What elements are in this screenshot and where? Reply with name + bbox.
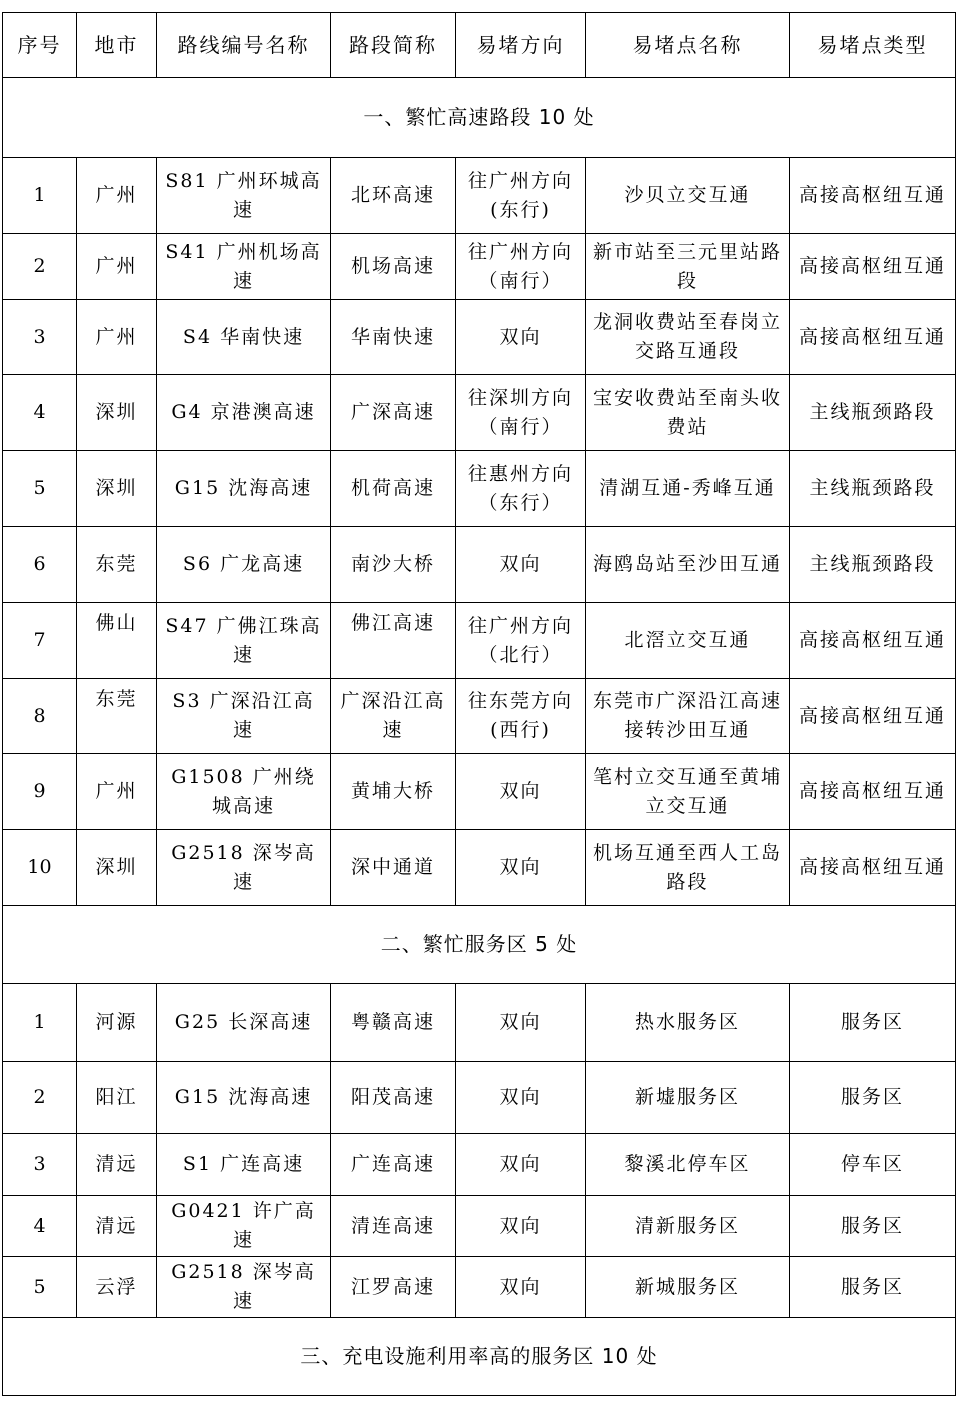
row-point-type: 主线瓶颈路段 xyxy=(790,527,956,603)
row-point-type: 服务区 xyxy=(790,1257,956,1318)
row-segment: 机荷高速 xyxy=(331,451,456,527)
row-point-name: 清湖互通-秀峰互通 xyxy=(586,451,790,527)
row-direction: 双向 xyxy=(456,527,586,603)
table-row xyxy=(3,1257,956,1318)
row-route: G2518 深岑高速 xyxy=(157,1257,331,1318)
row-direction: 双向 xyxy=(456,830,586,906)
row-city: 深圳 xyxy=(77,375,157,451)
row-point-type: 主线瓶颈路段 xyxy=(790,375,956,451)
row-segment: 华南快速 xyxy=(331,300,456,375)
row-direction: 往广州方向（北行） xyxy=(456,603,586,679)
table-row xyxy=(3,158,956,234)
row-point-type: 高接高枢纽互通 xyxy=(790,679,956,754)
row-index: 4 xyxy=(3,1196,77,1257)
row-city: 东莞 xyxy=(77,527,157,603)
table-row xyxy=(3,679,956,754)
row-direction: 往广州方向（南行） xyxy=(456,234,586,300)
row-route: G15 沈海高速 xyxy=(157,1062,331,1134)
row-point-name: 北滘立交互通 xyxy=(586,603,790,679)
row-point-type: 高接高枢纽互通 xyxy=(790,603,956,679)
row-point-name: 笔村立交互通至黄埔立交互通 xyxy=(586,754,790,830)
header-row xyxy=(3,13,956,78)
row-route: S1 广连高速 xyxy=(157,1134,331,1196)
row-city: 东莞 xyxy=(77,679,157,754)
row-direction: 双向 xyxy=(456,1134,586,1196)
row-city: 广州 xyxy=(77,234,157,300)
row-index: 5 xyxy=(3,1257,77,1318)
row-index: 2 xyxy=(3,1062,77,1134)
row-segment: 粤赣高速 xyxy=(331,984,456,1062)
row-index: 10 xyxy=(3,830,77,906)
row-city: 深圳 xyxy=(77,451,157,527)
row-route: G15 沈海高速 xyxy=(157,451,331,527)
table-row xyxy=(3,300,956,375)
row-segment: 广深沿江高速 xyxy=(331,679,456,754)
table-row xyxy=(3,984,956,1062)
row-point-type: 高接高枢纽互通 xyxy=(790,300,956,375)
row-city: 广州 xyxy=(77,754,157,830)
row-city: 深圳 xyxy=(77,830,157,906)
table-row xyxy=(3,375,956,451)
row-city: 清远 xyxy=(77,1134,157,1196)
row-route: S3 广深沿江高速 xyxy=(157,679,331,754)
section-row xyxy=(3,906,956,984)
row-route: G0421 许广高速 xyxy=(157,1196,331,1257)
row-direction: 往惠州方向（东行） xyxy=(456,451,586,527)
header-route: 路线编号名称 xyxy=(157,13,331,78)
row-index: 1 xyxy=(3,158,77,234)
row-point-name: 黎溪北停车区 xyxy=(586,1134,790,1196)
row-direction: 双向 xyxy=(456,1062,586,1134)
row-index: 4 xyxy=(3,375,77,451)
header-segment: 路段简称 xyxy=(331,13,456,78)
congestion-points-table-sheet xyxy=(2,12,958,1402)
row-direction: 双向 xyxy=(456,1257,586,1318)
table-row xyxy=(3,234,956,300)
row-route: S81 广州环城高速 xyxy=(157,158,331,234)
row-city: 河源 xyxy=(77,984,157,1062)
table-row xyxy=(3,830,956,906)
row-point-name: 海鸥岛站至沙田互通 xyxy=(586,527,790,603)
row-point-name: 龙洞收费站至春岗立交路互通段 xyxy=(586,300,790,375)
row-index: 5 xyxy=(3,451,77,527)
table-row xyxy=(3,754,956,830)
row-segment: 黄埔大桥 xyxy=(331,754,456,830)
row-direction: 双向 xyxy=(456,984,586,1062)
row-point-name: 清新服务区 xyxy=(586,1196,790,1257)
section-row xyxy=(3,78,956,158)
table-row xyxy=(3,451,956,527)
row-point-type: 高接高枢纽互通 xyxy=(790,234,956,300)
row-segment: 清连高速 xyxy=(331,1196,456,1257)
row-index: 8 xyxy=(3,679,77,754)
header-point-type: 易堵点类型 xyxy=(790,13,956,78)
row-city: 阳江 xyxy=(77,1062,157,1134)
row-city: 广州 xyxy=(77,158,157,234)
row-point-name: 沙贝立交互通 xyxy=(586,158,790,234)
row-point-type: 服务区 xyxy=(790,1196,956,1257)
row-point-type: 服务区 xyxy=(790,984,956,1062)
row-route: S47 广佛江珠高速 xyxy=(157,603,331,679)
row-direction: 双向 xyxy=(456,300,586,375)
congestion-points-table xyxy=(2,12,956,1396)
row-route: G1508 广州绕城高速 xyxy=(157,754,331,830)
row-route: S41 广州机场高速 xyxy=(157,234,331,300)
row-direction: 双向 xyxy=(456,1196,586,1257)
section-title-charging-service-areas: 三、充电设施利用率高的服务区 10 处 xyxy=(3,1318,956,1396)
row-segment: 深中通道 xyxy=(331,830,456,906)
row-segment: 佛江高速 xyxy=(331,603,456,679)
row-route: G4 京港澳高速 xyxy=(157,375,331,451)
table-row xyxy=(3,603,956,679)
table-row xyxy=(3,1062,956,1134)
row-segment: 江罗高速 xyxy=(331,1257,456,1318)
row-segment: 机场高速 xyxy=(331,234,456,300)
row-point-type: 高接高枢纽互通 xyxy=(790,830,956,906)
row-route: S4 华南快速 xyxy=(157,300,331,375)
row-point-type: 高接高枢纽互通 xyxy=(790,754,956,830)
row-segment: 广连高速 xyxy=(331,1134,456,1196)
row-index: 1 xyxy=(3,984,77,1062)
row-point-type: 停车区 xyxy=(790,1134,956,1196)
row-segment: 广深高速 xyxy=(331,375,456,451)
section-row xyxy=(3,1318,956,1396)
row-direction: 往深圳方向（南行） xyxy=(456,375,586,451)
row-segment: 南沙大桥 xyxy=(331,527,456,603)
row-city: 云浮 xyxy=(77,1257,157,1318)
row-point-type: 主线瓶颈路段 xyxy=(790,451,956,527)
row-point-name: 宝安收费站至南头收费站 xyxy=(586,375,790,451)
row-point-name: 热水服务区 xyxy=(586,984,790,1062)
row-point-type: 服务区 xyxy=(790,1062,956,1134)
row-point-name: 新墟服务区 xyxy=(586,1062,790,1134)
header-city: 地市 xyxy=(77,13,157,78)
section-title-busy-service-areas: 二、繁忙服务区 5 处 xyxy=(3,906,956,984)
row-direction: 双向 xyxy=(456,754,586,830)
row-point-name: 机场互通至西人工岛路段 xyxy=(586,830,790,906)
table-row xyxy=(3,1196,956,1257)
row-direction: 往广州方向(东行) xyxy=(456,158,586,234)
row-point-type: 高接高枢纽互通 xyxy=(790,158,956,234)
row-index: 7 xyxy=(3,603,77,679)
row-point-name: 新市站至三元里站路段 xyxy=(586,234,790,300)
row-index: 9 xyxy=(3,754,77,830)
section-title-busy-roads: 一、繁忙高速路段 10 处 xyxy=(3,78,956,158)
header-index: 序号 xyxy=(3,13,77,78)
table-row xyxy=(3,1134,956,1196)
row-route: G2518 深岑高速 xyxy=(157,830,331,906)
row-city: 清远 xyxy=(77,1196,157,1257)
header-direction: 易堵方向 xyxy=(456,13,586,78)
row-route: S6 广龙高速 xyxy=(157,527,331,603)
row-index: 3 xyxy=(3,300,77,375)
row-index: 2 xyxy=(3,234,77,300)
row-city: 广州 xyxy=(77,300,157,375)
row-direction: 往东莞方向(西行) xyxy=(456,679,586,754)
row-point-name: 东莞市广深沿江高速接转沙田互通 xyxy=(586,679,790,754)
row-route: G25 长深高速 xyxy=(157,984,331,1062)
table-row xyxy=(3,527,956,603)
row-city: 佛山 xyxy=(77,603,157,679)
row-segment: 北环高速 xyxy=(331,158,456,234)
header-point-name: 易堵点名称 xyxy=(586,13,790,78)
row-index: 3 xyxy=(3,1134,77,1196)
row-index: 6 xyxy=(3,527,77,603)
row-segment: 阳茂高速 xyxy=(331,1062,456,1134)
row-point-name: 新城服务区 xyxy=(586,1257,790,1318)
